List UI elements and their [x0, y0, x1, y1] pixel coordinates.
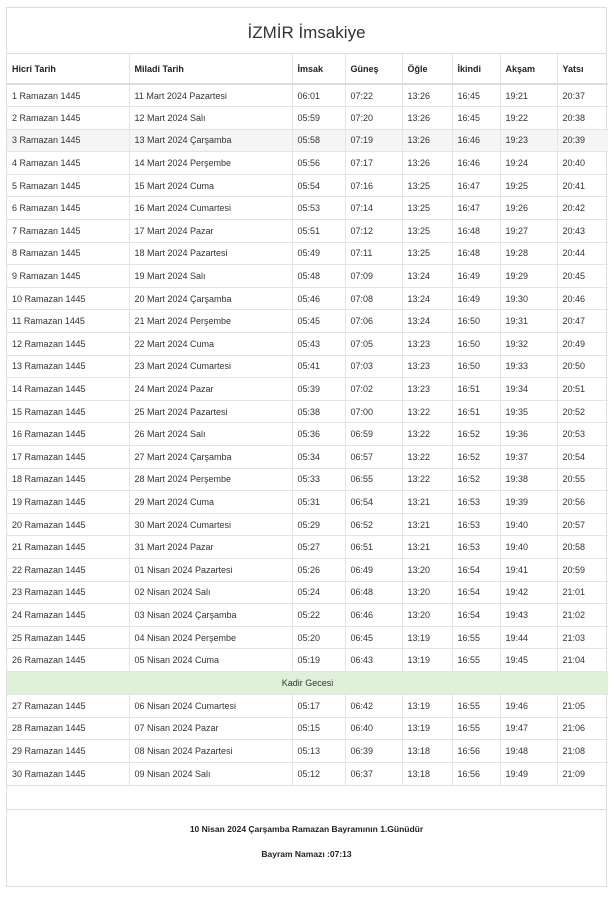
- table-cell: 13:22: [402, 468, 452, 491]
- table-cell: 07 Nisan 2024 Pazar: [129, 717, 292, 740]
- table-cell: 05:26: [292, 558, 345, 581]
- table-cell: 20 Mart 2024 Çarşamba: [129, 287, 292, 310]
- table-cell: 16:48: [452, 242, 500, 265]
- table-cell: 19 Mart 2024 Salı: [129, 265, 292, 288]
- table-row: [7, 400, 608, 423]
- table-cell: 16:50: [452, 310, 500, 333]
- table-cell: 06:52: [345, 513, 402, 536]
- table-cell: 05:17: [292, 694, 345, 717]
- column-header: Öğle: [402, 54, 452, 84]
- table-cell: 19:39: [500, 491, 557, 514]
- table-cell: 30 Mart 2024 Cumartesi: [129, 513, 292, 536]
- table-cell: 16:54: [452, 604, 500, 627]
- table-cell: 26 Mart 2024 Salı: [129, 423, 292, 446]
- column-header: İmsak: [292, 54, 345, 84]
- table-cell: 16:45: [452, 107, 500, 130]
- table-cell: 05:20: [292, 626, 345, 649]
- table-cell: 06 Nisan 2024 Cumartesi: [129, 694, 292, 717]
- table-cell: 19:44: [500, 626, 557, 649]
- table-cell: 06:39: [345, 740, 402, 763]
- table-cell: 19:22: [500, 107, 557, 130]
- table-row: [7, 355, 608, 378]
- table-cell: 06:45: [345, 626, 402, 649]
- table-cell: 05:41: [292, 355, 345, 378]
- table-cell: 27 Mart 2024 Çarşamba: [129, 446, 292, 469]
- table-cell: 19:24: [500, 152, 557, 175]
- page-title: İZMİR İmsakiye: [7, 8, 606, 54]
- table-row: [7, 197, 608, 220]
- table-cell: 13:23: [402, 333, 452, 356]
- table-cell: 20:54: [557, 446, 608, 469]
- table-cell: 19:42: [500, 581, 557, 604]
- table-cell: 16 Mart 2024 Cumartesi: [129, 197, 292, 220]
- table-cell: 16:46: [452, 129, 500, 152]
- table-cell: 13:22: [402, 446, 452, 469]
- table-cell: 11 Mart 2024 Pazartesi: [129, 84, 292, 107]
- table-row: [7, 581, 608, 604]
- table-cell: 6 Ramazan 1445: [7, 197, 129, 220]
- table-cell: 05:45: [292, 310, 345, 333]
- table-row: [7, 536, 608, 559]
- table-cell: 11 Ramazan 1445: [7, 310, 129, 333]
- table-row: [7, 762, 608, 785]
- table-cell: 19:48: [500, 740, 557, 763]
- table-cell: 21:06: [557, 717, 608, 740]
- table-cell: 13:25: [402, 197, 452, 220]
- table-row: [7, 423, 608, 446]
- table-row: [7, 558, 608, 581]
- table-cell: 06:59: [345, 423, 402, 446]
- table-cell: 28 Ramazan 1445: [7, 717, 129, 740]
- table-cell: 16:51: [452, 378, 500, 401]
- table-row: [7, 446, 608, 469]
- table-cell: 07:03: [345, 355, 402, 378]
- table-cell: 19:21: [500, 84, 557, 107]
- table-cell: 8 Ramazan 1445: [7, 242, 129, 265]
- table-row: [7, 491, 608, 514]
- table-row: [7, 84, 608, 107]
- table-cell: 16 Ramazan 1445: [7, 423, 129, 446]
- table-cell: 13:24: [402, 287, 452, 310]
- table-cell: 9 Ramazan 1445: [7, 265, 129, 288]
- table-cell: 13:25: [402, 242, 452, 265]
- table-row: [7, 649, 608, 672]
- table-cell: 12 Mart 2024 Salı: [129, 107, 292, 130]
- table-cell: 20:41: [557, 174, 608, 197]
- table-cell: 29 Mart 2024 Cuma: [129, 491, 292, 514]
- table-cell: 15 Ramazan 1445: [7, 400, 129, 423]
- table-cell: 13:19: [402, 717, 452, 740]
- table-cell: 20:43: [557, 220, 608, 243]
- table-cell: 16:50: [452, 355, 500, 378]
- table-cell: 19:47: [500, 717, 557, 740]
- table-cell: 24 Ramazan 1445: [7, 604, 129, 627]
- table-cell: 16:53: [452, 513, 500, 536]
- table-cell: 13:21: [402, 536, 452, 559]
- table-cell: 05:27: [292, 536, 345, 559]
- table-cell: 27 Ramazan 1445: [7, 694, 129, 717]
- table-cell: 16:53: [452, 491, 500, 514]
- table-cell: 16:55: [452, 717, 500, 740]
- bayram-note: 10 Nisan 2024 Çarşamba Ramazan Bayramının 1.Günüdür: [189, 823, 424, 834]
- table-cell: 07:09: [345, 265, 402, 288]
- table-cell: 16:52: [452, 468, 500, 491]
- table-cell: 05 Nisan 2024 Cuma: [129, 649, 292, 672]
- table-cell: 07:20: [345, 107, 402, 130]
- table-cell: 21 Mart 2024 Perşembe: [129, 310, 292, 333]
- table-cell: 22 Ramazan 1445: [7, 558, 129, 581]
- table-cell: 13:25: [402, 174, 452, 197]
- table-cell: 20:45: [557, 265, 608, 288]
- table-cell: 16:52: [452, 446, 500, 469]
- table-row: [7, 220, 608, 243]
- table-cell: 3 Ramazan 1445: [7, 129, 129, 152]
- table-cell: 17 Mart 2024 Pazar: [129, 220, 292, 243]
- table-cell: 13 Mart 2024 Çarşamba: [129, 129, 292, 152]
- table-cell: 13:24: [402, 265, 452, 288]
- table-cell: 19 Ramazan 1445: [7, 491, 129, 514]
- table-cell: 07:02: [345, 378, 402, 401]
- table-cell: 16:56: [452, 762, 500, 785]
- table-cell: 13:26: [402, 107, 452, 130]
- table-cell: 13:18: [402, 740, 452, 763]
- table-cell: 07:14: [345, 197, 402, 220]
- column-header: Hicri Tarih: [7, 54, 129, 84]
- table-cell: 05:56: [292, 152, 345, 175]
- table-row: [7, 513, 608, 536]
- table-row: [7, 265, 608, 288]
- table-row: [7, 174, 608, 197]
- table-cell: 16:54: [452, 581, 500, 604]
- table-cell: 20 Ramazan 1445: [7, 513, 129, 536]
- table-cell: 05:58: [292, 129, 345, 152]
- table-cell: 20:58: [557, 536, 608, 559]
- table-row: [7, 333, 608, 356]
- table-cell: 21:02: [557, 604, 608, 627]
- table-cell: 05:19: [292, 649, 345, 672]
- table-cell: 05:43: [292, 333, 345, 356]
- table-cell: 13:20: [402, 581, 452, 604]
- table-cell: 20:56: [557, 491, 608, 514]
- table-cell: 25 Mart 2024 Pazartesi: [129, 400, 292, 423]
- table-cell: 19:23: [500, 129, 557, 152]
- table-cell: 13:25: [402, 220, 452, 243]
- table-cell: 05:36: [292, 423, 345, 446]
- table-cell: 06:51: [345, 536, 402, 559]
- table-cell: 13:22: [402, 400, 452, 423]
- table-cell: 20:37: [557, 84, 608, 107]
- table-cell: 05:24: [292, 581, 345, 604]
- table-cell: 5 Ramazan 1445: [7, 174, 129, 197]
- table-cell: 13:24: [402, 310, 452, 333]
- table-cell: 16:45: [452, 84, 500, 107]
- table-cell: 21:09: [557, 762, 608, 785]
- footer-spacer: [7, 785, 606, 809]
- table-cell: 06:40: [345, 717, 402, 740]
- table-cell: 16:49: [452, 287, 500, 310]
- table-row: [7, 694, 608, 717]
- table-cell: 05:13: [292, 740, 345, 763]
- table-cell: 20:42: [557, 197, 608, 220]
- table-cell: 07:08: [345, 287, 402, 310]
- table-cell: 19:36: [500, 423, 557, 446]
- table-cell: 07:00: [345, 400, 402, 423]
- table-cell: 20:39: [557, 129, 608, 152]
- table-header-row: [7, 54, 608, 84]
- table-cell: 19:32: [500, 333, 557, 356]
- table-cell: 19:35: [500, 400, 557, 423]
- table-row: [7, 242, 608, 265]
- table-cell: 14 Mart 2024 Perşembe: [129, 152, 292, 175]
- table-cell: 19:33: [500, 355, 557, 378]
- table-cell: 13:26: [402, 152, 452, 175]
- table-cell: 4 Ramazan 1445: [7, 152, 129, 175]
- table-cell: 20:46: [557, 287, 608, 310]
- table-cell: 19:26: [500, 197, 557, 220]
- table-cell: 25 Ramazan 1445: [7, 626, 129, 649]
- table-cell: 06:54: [345, 491, 402, 514]
- table-cell: 05:22: [292, 604, 345, 627]
- table-cell: 29 Ramazan 1445: [7, 740, 129, 763]
- table-cell: 12 Ramazan 1445: [7, 333, 129, 356]
- table-cell: 05:51: [292, 220, 345, 243]
- table-cell: 16:52: [452, 423, 500, 446]
- table-row: [7, 310, 608, 333]
- table-cell: 06:55: [345, 468, 402, 491]
- table-cell: 19:31: [500, 310, 557, 333]
- table-cell: 05:39: [292, 378, 345, 401]
- table-cell: 05:46: [292, 287, 345, 310]
- table-cell: 22 Mart 2024 Cuma: [129, 333, 292, 356]
- table-cell: 2 Ramazan 1445: [7, 107, 129, 130]
- table-cell: 18 Ramazan 1445: [7, 468, 129, 491]
- table-cell: 05:29: [292, 513, 345, 536]
- table-cell: 06:49: [345, 558, 402, 581]
- table-cell: 20:59: [557, 558, 608, 581]
- table-cell: 06:42: [345, 694, 402, 717]
- table-cell: 05:48: [292, 265, 345, 288]
- table-cell: 13:18: [402, 762, 452, 785]
- table-cell: 16:47: [452, 174, 500, 197]
- column-header: Miladi Tarih: [129, 54, 292, 84]
- table-cell: 19:27: [500, 220, 557, 243]
- table-cell: 13:23: [402, 355, 452, 378]
- table-cell: 03 Nisan 2024 Çarşamba: [129, 604, 292, 627]
- table-cell: 13 Ramazan 1445: [7, 355, 129, 378]
- table-row: [7, 604, 608, 627]
- table-cell: 19:45: [500, 649, 557, 672]
- table-cell: 19:34: [500, 378, 557, 401]
- table-cell: 05:34: [292, 446, 345, 469]
- table-cell: 19:40: [500, 513, 557, 536]
- table-cell: 06:01: [292, 84, 345, 107]
- table-cell: 08 Nisan 2024 Pazartesi: [129, 740, 292, 763]
- bayram-namazi: Bayram Namazı :07:13: [261, 848, 352, 859]
- table-cell: 23 Ramazan 1445: [7, 581, 129, 604]
- table-cell: 16:47: [452, 197, 500, 220]
- table-cell: 19:29: [500, 265, 557, 288]
- table-cell: 09 Nisan 2024 Salı: [129, 762, 292, 785]
- table-cell: 16:55: [452, 649, 500, 672]
- table-row: [7, 152, 608, 175]
- table-row: [7, 717, 608, 740]
- column-header: İkindi: [452, 54, 500, 84]
- column-header: Yatsı: [557, 54, 608, 84]
- table-cell: 21:03: [557, 626, 608, 649]
- table-cell: 05:12: [292, 762, 345, 785]
- table-cell: 20:38: [557, 107, 608, 130]
- table-cell: 20:40: [557, 152, 608, 175]
- table-cell: 10 Ramazan 1445: [7, 287, 129, 310]
- table-cell: 13:26: [402, 129, 452, 152]
- table-cell: 05:33: [292, 468, 345, 491]
- table-cell: 20:44: [557, 242, 608, 265]
- table-row: [7, 107, 608, 130]
- table-cell: 13:20: [402, 604, 452, 627]
- table-cell: 19:41: [500, 558, 557, 581]
- table-cell: 06:43: [345, 649, 402, 672]
- table-cell: 07:16: [345, 174, 402, 197]
- table-cell: 31 Mart 2024 Pazar: [129, 536, 292, 559]
- table-cell: 16:46: [452, 152, 500, 175]
- table-cell: 07:06: [345, 310, 402, 333]
- table-cell: 7 Ramazan 1445: [7, 220, 129, 243]
- table-cell: 19:30: [500, 287, 557, 310]
- table-cell: 19:37: [500, 446, 557, 469]
- table-cell: 20:50: [557, 355, 608, 378]
- table-cell: 21:08: [557, 740, 608, 763]
- table-cell: 18 Mart 2024 Pazartesi: [129, 242, 292, 265]
- table-row: [7, 740, 608, 763]
- column-header: Güneş: [345, 54, 402, 84]
- table-row: [7, 468, 608, 491]
- table-cell: 06:46: [345, 604, 402, 627]
- table-cell: 13:19: [402, 694, 452, 717]
- table-cell: 05:59: [292, 107, 345, 130]
- table-cell: 04 Nisan 2024 Perşembe: [129, 626, 292, 649]
- table-cell: 13:21: [402, 491, 452, 514]
- table-cell: 20:55: [557, 468, 608, 491]
- table-cell: 13:22: [402, 423, 452, 446]
- table-cell: 05:53: [292, 197, 345, 220]
- table-cell: 16:51: [452, 400, 500, 423]
- table-cell: 19:38: [500, 468, 557, 491]
- table-cell: 14 Ramazan 1445: [7, 378, 129, 401]
- table-cell: 06:57: [345, 446, 402, 469]
- table-cell: 19:49: [500, 762, 557, 785]
- table-cell: 13:21: [402, 513, 452, 536]
- table-cell: 16:48: [452, 220, 500, 243]
- table-cell: 21:04: [557, 649, 608, 672]
- table-row: [7, 626, 608, 649]
- footer: [7, 809, 606, 865]
- table-cell: 06:48: [345, 581, 402, 604]
- kadir-gecesi-label: Kadir Gecesi: [7, 671, 608, 694]
- table-cell: 16:50: [452, 333, 500, 356]
- table-cell: 07:19: [345, 129, 402, 152]
- table-cell: 21:05: [557, 694, 608, 717]
- table-cell: 13:20: [402, 558, 452, 581]
- table-cell: 16:49: [452, 265, 500, 288]
- table-cell: 30 Ramazan 1445: [7, 762, 129, 785]
- table-cell: 13:26: [402, 84, 452, 107]
- table-cell: 13:23: [402, 378, 452, 401]
- table-cell: 07:05: [345, 333, 402, 356]
- table-cell: 20:52: [557, 400, 608, 423]
- table-cell: 26 Ramazan 1445: [7, 649, 129, 672]
- table-cell: 02 Nisan 2024 Salı: [129, 581, 292, 604]
- table-cell: 21 Ramazan 1445: [7, 536, 129, 559]
- table-cell: 16:53: [452, 536, 500, 559]
- table-cell: 16:55: [452, 694, 500, 717]
- table-body: [7, 84, 608, 785]
- table-cell: 28 Mart 2024 Perşembe: [129, 468, 292, 491]
- table-cell: 21:01: [557, 581, 608, 604]
- table-cell: 19:25: [500, 174, 557, 197]
- table-cell: 19:40: [500, 536, 557, 559]
- table-cell: 20:47: [557, 310, 608, 333]
- table-cell: 13:19: [402, 626, 452, 649]
- table-cell: 24 Mart 2024 Pazar: [129, 378, 292, 401]
- table-cell: 1 Ramazan 1445: [7, 84, 129, 107]
- table-cell: 17 Ramazan 1445: [7, 446, 129, 469]
- table-cell: 07:17: [345, 152, 402, 175]
- table-cell: 19:43: [500, 604, 557, 627]
- table-cell: 07:22: [345, 84, 402, 107]
- table-cell: 07:11: [345, 242, 402, 265]
- table-cell: 05:49: [292, 242, 345, 265]
- table-cell: 01 Nisan 2024 Pazartesi: [129, 558, 292, 581]
- table-cell: 05:15: [292, 717, 345, 740]
- table-row: [7, 287, 608, 310]
- imsakiye-table: [7, 54, 608, 785]
- column-header: Akşam: [500, 54, 557, 84]
- table-cell: 23 Mart 2024 Cumartesi: [129, 355, 292, 378]
- table-cell: 07:12: [345, 220, 402, 243]
- table-cell: 05:31: [292, 491, 345, 514]
- kadir-gecesi-row: [7, 671, 608, 694]
- table-cell: 16:56: [452, 740, 500, 763]
- table-cell: 20:53: [557, 423, 608, 446]
- table-row: [7, 129, 608, 152]
- table-cell: 16:54: [452, 558, 500, 581]
- table-cell: 13:19: [402, 649, 452, 672]
- table-cell: 19:46: [500, 694, 557, 717]
- table-cell: 20:49: [557, 333, 608, 356]
- imsakiye-card: [6, 7, 607, 887]
- table-cell: 05:38: [292, 400, 345, 423]
- table-cell: 05:54: [292, 174, 345, 197]
- table-cell: 16:55: [452, 626, 500, 649]
- table-row: [7, 378, 608, 401]
- table-cell: 19:28: [500, 242, 557, 265]
- table-cell: 20:57: [557, 513, 608, 536]
- table-cell: 20:51: [557, 378, 608, 401]
- table-cell: 06:37: [345, 762, 402, 785]
- table-cell: 15 Mart 2024 Cuma: [129, 174, 292, 197]
